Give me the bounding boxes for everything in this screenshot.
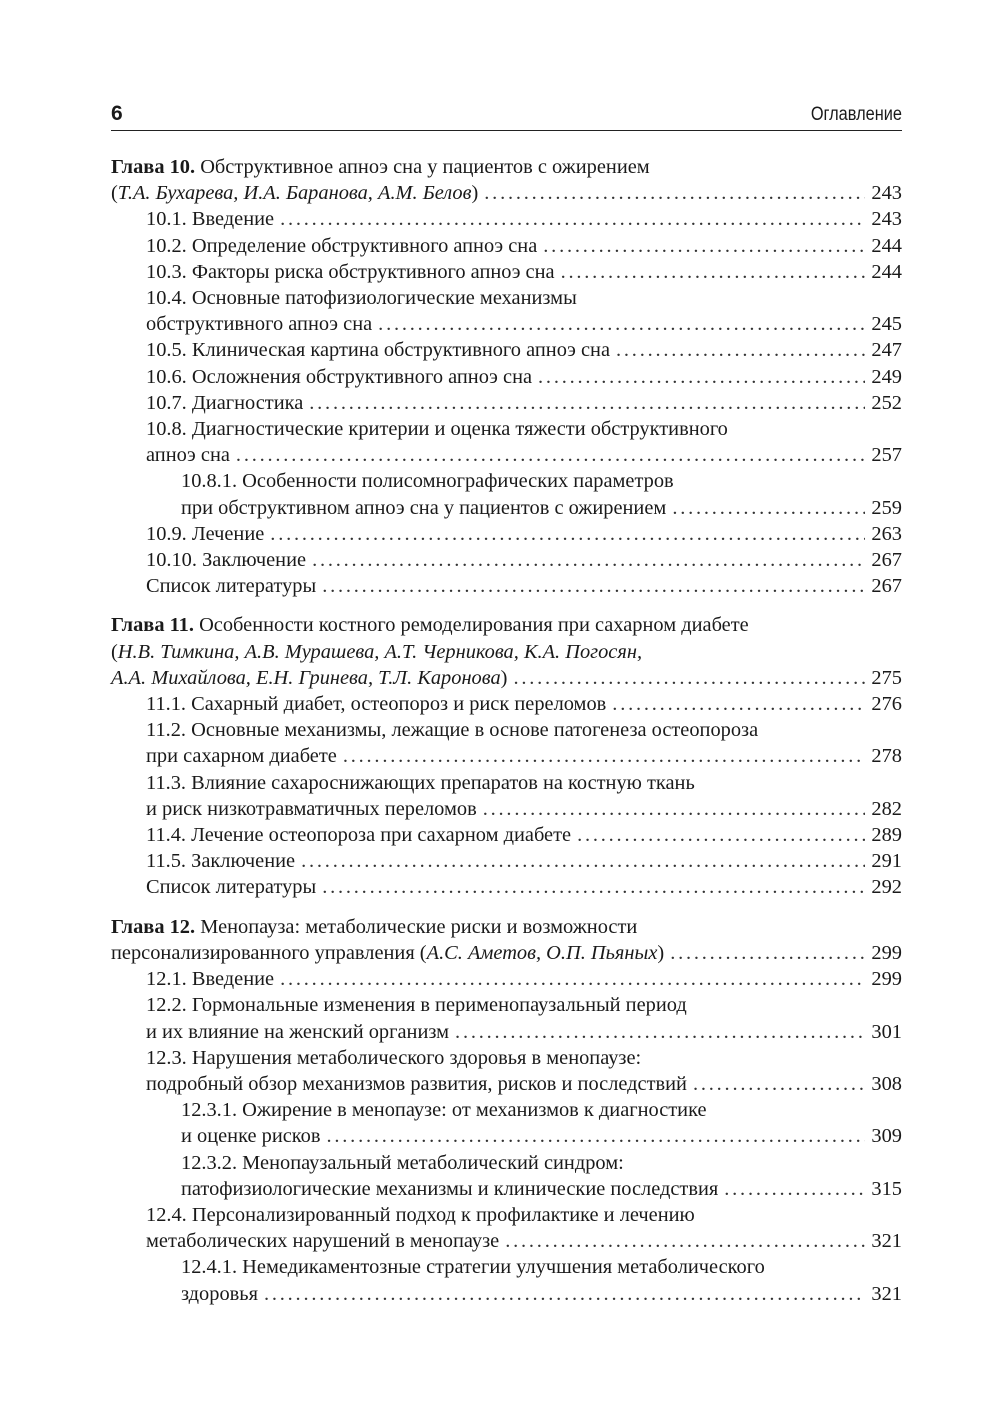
entry-title: 12.3.2. Менопаузальный метаболический синдром: (181, 1151, 624, 1174)
dot-leader (455, 1019, 865, 1045)
page-ref: 247 (871, 339, 902, 362)
dot-leader (513, 665, 865, 691)
toc-entry-10-9[interactable] (111, 521, 902, 547)
entry-title: 10.4. Основные патофизиологические механизмы (146, 287, 577, 310)
entry-title: 10.9. Лечение (146, 522, 265, 545)
entry-title: 12.2. Гормональные изменения в перименопаузальный период (146, 994, 687, 1017)
page-ref: 249 (871, 365, 902, 388)
toc-entry-11-3-line2[interactable] (111, 796, 902, 822)
entry-title: Список литературы (146, 876, 317, 899)
toc-entry-12-1[interactable] (111, 966, 902, 992)
toc-entry-11-2-line2[interactable] (111, 743, 902, 769)
page-ref: 292 (871, 876, 902, 899)
toc-entry-11-references[interactable] (111, 874, 902, 900)
dot-leader (672, 495, 865, 521)
chapter-authors: Т.А. Бухарева, И.А. Баранова, А.М. Белов (117, 182, 472, 205)
toc-entry-10-references[interactable] (111, 573, 902, 599)
entry-title-cont: апноэ сна (146, 444, 230, 467)
dot-leader (693, 1071, 865, 1097)
entry-title: 10.8.1. Особенности полисомнографических параметров (181, 470, 674, 493)
chapter-title-line (111, 914, 902, 940)
entry-title: Список литературы (146, 575, 317, 598)
chapter-label: Глава 12. (111, 915, 196, 938)
chapter-authors-cont: А.А. Михайлова, Е.Н. Гринева, Т.Л. Каронова (111, 666, 501, 689)
toc-entry-11-5[interactable] (111, 848, 902, 874)
entry-title: 12.4. Персонализированный подход к профилактике и лечению (146, 1203, 695, 1226)
entry-title: 11.1. Сахарный диабет, остеопороз и риск переломов (146, 693, 607, 716)
page-ref: 243 (871, 208, 902, 231)
running-title: Оглавление (810, 104, 902, 125)
page-ref: 243 (871, 182, 902, 205)
entry-title-cont: при обструктивном апноэ сна у пациентов с ожирением (181, 496, 667, 519)
dot-leader (236, 442, 865, 468)
dot-leader (538, 364, 865, 390)
entry-title: 10.3. Факторы риска обструктивного апноэ сна (146, 260, 555, 283)
page-ref: 315 (871, 1177, 902, 1200)
dot-leader (301, 848, 865, 874)
dot-leader (543, 233, 865, 259)
page-ref: 252 (871, 391, 902, 414)
chapter-authors-line-1: (Н.В. Тимкина, А.В. Мурашева, А.Т. Черникова, К.А. Погосян, (111, 640, 643, 663)
entry-title: 11.2. Основные механизмы, лежащие в основе патогенеза остеопороза (146, 719, 759, 742)
page-ref: 259 (871, 496, 902, 519)
dot-leader (270, 521, 865, 547)
chapter-authors: А.С. Аметов, О.П. Пьяных (426, 941, 658, 964)
toc-entry-10-3[interactable] (111, 259, 902, 285)
toc-entry-11-1[interactable] (111, 691, 902, 717)
toc-entry-12-2-line2[interactable] (111, 1019, 902, 1045)
entry-title-cont: при сахарном диабете (146, 745, 337, 768)
toc-entry-12-3-2-line2[interactable] (111, 1176, 902, 1202)
chapter-authors-line[interactable]: (Т.А. Бухарева, И.А. Баранова, А.М. Белов) ..... 243 (111, 180, 902, 206)
dot-leader (505, 1228, 865, 1254)
toc-entry-12-3-line2[interactable] (111, 1071, 902, 1097)
entry-title: 12.3. Нарушения метаболического здоровья в менопаузе: (146, 1046, 642, 1069)
page-header (111, 100, 902, 131)
page-ref: 267 (871, 575, 902, 598)
page-ref: 263 (871, 522, 902, 545)
page-ref: 276 (871, 693, 902, 716)
entry-title-cont: и риск низкотравматичных переломов (146, 797, 477, 820)
entry-title: 11.5. Заключение (146, 850, 296, 873)
toc-entry-12-3-line1[interactable] (111, 1045, 902, 1071)
entry-title: 11.4. Лечение остеопороза при сахарном диабете (146, 824, 572, 847)
toc-entry-10-1[interactable] (111, 206, 902, 232)
page-ref: 257 (871, 444, 902, 467)
toc-entry-12-3-1-line1[interactable] (111, 1097, 902, 1123)
chapter-title-line-2[interactable]: персонализированного управления (А.С. Аметов, О.П. Пьяных) ..... 299 (111, 940, 902, 966)
page-ref: 301 (871, 1020, 902, 1043)
page-ref: 321 (871, 1230, 902, 1253)
dot-leader (483, 796, 866, 822)
entry-title-cont: и оценке рисков (181, 1125, 321, 1148)
entry-title-cont: метаболических нарушений в менопаузе (146, 1230, 500, 1253)
page-ref: 278 (871, 745, 902, 768)
toc-entry-11-2-line1[interactable] (111, 717, 902, 743)
dot-leader (322, 874, 865, 900)
toc-entry-10-5[interactable] (111, 337, 902, 363)
toc-entry-10-8-line2[interactable] (111, 442, 902, 468)
page-ref: 245 (871, 313, 902, 336)
chapter-12 (111, 914, 902, 1307)
entry-title: 12.3.1. Ожирение в менопаузе: от механизмов к диагностике (181, 1099, 707, 1122)
toc-entry-10-7[interactable] (111, 390, 902, 416)
entry-title: 10.5. Клиническая картина обструктивного апноэ сна (146, 339, 610, 362)
toc-entry-12-4-1-line2[interactable] (111, 1281, 902, 1307)
chapter-label: Глава 11. (111, 614, 194, 637)
entry-title: 10.8. Диагностические критерии и оценка тяжести обструктивного (146, 418, 728, 441)
page-ref: 308 (871, 1072, 902, 1095)
toc-entry-10-8-1-line1[interactable] (111, 468, 902, 494)
entry-title: 10.7. Диагностика (146, 391, 304, 414)
toc-entry-12-4-line2[interactable] (111, 1228, 902, 1254)
toc-entry-10-4-line1[interactable] (111, 285, 902, 311)
chapter-label: Глава 10. (111, 156, 196, 178)
chapter-11 (111, 612, 902, 900)
toc-entry-10-8-1-line2[interactable] (111, 495, 902, 521)
chapter-title: Менопауза: метаболические риски и возможности (195, 915, 638, 938)
toc-entry-11-3-line1[interactable] (111, 770, 902, 796)
entry-title: 10.1. Введение (146, 208, 275, 231)
entry-title: 10.2. Определение обструктивного апноэ сна (146, 234, 538, 257)
entry-title-cont: обструктивного апноэ сна (146, 313, 373, 336)
dot-leader (264, 1281, 865, 1307)
entry-title: 12.4.1. Немедикаментозные стратегии улучшения метаболического (181, 1256, 765, 1279)
page-ref: 282 (871, 797, 902, 820)
chapter-title-line (111, 612, 902, 638)
chapter-authors: Н.В. Тимкина, А.В. Мурашева, А.Т. Черникова, К.А. Погосян, (117, 640, 643, 663)
entry-title: 11.3. Влияние сахароснижающих препаратов на костную ткань (146, 771, 695, 794)
entry-title: 10.6. Осложнения обструктивного апноэ сна (146, 365, 533, 388)
entry-title-cont: подробный обзор механизмов развития, рисков и последствий (146, 1072, 687, 1095)
dot-leader (670, 940, 865, 966)
entry-title: 12.1. Введение (146, 968, 275, 991)
chapter-10 (111, 154, 902, 599)
page-ref: 275 (871, 666, 902, 689)
entry-title-cont: здоровья (181, 1282, 258, 1305)
table-of-contents (111, 154, 902, 1307)
dot-leader (309, 390, 865, 416)
dot-leader (577, 822, 865, 848)
page-ref: 289 (871, 824, 902, 847)
toc-entry-10-4-line2[interactable] (111, 311, 902, 337)
entry-title: 10.10. Заключение (146, 549, 307, 572)
page-ref: 299 (871, 941, 902, 964)
toc-entry-12-4-1-line1[interactable] (111, 1254, 902, 1280)
page-ref: 267 (871, 549, 902, 572)
toc-entry-10-8-line1[interactable] (111, 416, 902, 442)
toc-entry-10-6[interactable] (111, 364, 902, 390)
chapter-title-line (111, 154, 902, 180)
dot-leader (280, 206, 865, 232)
dot-leader (326, 1123, 865, 1149)
dot-leader (280, 966, 865, 992)
dot-leader (322, 573, 865, 599)
chapter-title: Особенности костного ремоделирования при сахарном диабете (193, 614, 749, 637)
page-ref: 321 (871, 1282, 902, 1305)
chapter-title-cont: персонализированного управления ( (111, 941, 427, 964)
dot-leader (612, 691, 865, 717)
toc-entry-12-2-line1[interactable] (111, 992, 902, 1018)
page-number: 6 (111, 102, 123, 125)
dot-leader (561, 259, 866, 285)
toc-entry-12-3-2-line1[interactable] (111, 1150, 902, 1176)
toc-entry-12-3-1-line2[interactable] (111, 1123, 902, 1149)
dot-leader (724, 1176, 865, 1202)
page-ref: 244 (871, 234, 902, 257)
dot-leader (312, 547, 865, 573)
page-ref: 309 (871, 1125, 902, 1148)
page-ref: 299 (871, 968, 902, 991)
toc-entry-12-4-line1[interactable] (111, 1202, 902, 1228)
entry-title-cont: патофизиологические механизмы и клинические последствия (181, 1177, 719, 1200)
dot-leader (378, 311, 865, 337)
page-ref: 244 (871, 260, 902, 283)
dot-leader (343, 743, 866, 769)
chapter-title: Обструктивное апноэ сна у пациентов с ожирением (195, 156, 650, 178)
toc-entry-10-2[interactable] (111, 233, 902, 259)
page-ref: 291 (871, 850, 902, 873)
toc-entry-11-4[interactable] (111, 822, 902, 848)
dot-leader (616, 337, 865, 363)
entry-title-cont: и их влияние на женский организм (146, 1020, 450, 1043)
dot-leader (484, 180, 865, 206)
toc-entry-10-10[interactable] (111, 547, 902, 573)
chapter-authors-line-2[interactable]: А.А. Михайлова, Е.Н. Гринева, Т.Л. Каронова) ..... 275 (111, 665, 902, 691)
